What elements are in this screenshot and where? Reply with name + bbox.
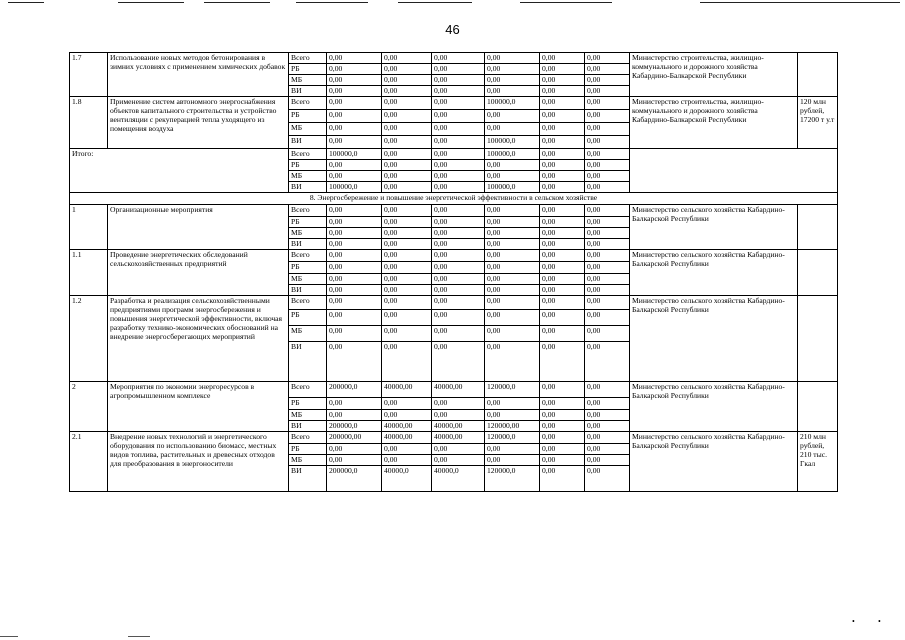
scan-top-rule: [296, 2, 368, 3]
amount-cell: 0,00: [382, 182, 432, 193]
amount-cell: 0,00: [540, 110, 585, 123]
expected-effect: [798, 382, 838, 432]
scan-top-rule: [398, 2, 472, 3]
amount-cell: 0,00: [585, 136, 630, 149]
amount-cell: 0,00: [585, 239, 630, 250]
funding-source: Всего: [289, 432, 327, 444]
scan-bottom-rule: [128, 636, 150, 637]
amount-cell: 0,00: [485, 217, 540, 228]
table-row: [70, 382, 838, 398]
amount-cell: 100000,0: [485, 136, 540, 149]
amount-cell: 120000,0: [485, 432, 540, 444]
section-title: 8. Энергосбережение и повышение энергетической эффективности в сельском хозяйстве: [70, 193, 838, 205]
executor: Министерство сельского хозяйства Кабардино-Балкарской Республики: [630, 296, 798, 382]
amount-cell: 40000,00: [432, 382, 485, 398]
amount-cell: 0,00: [327, 342, 382, 382]
amount-cell: 0,00: [382, 342, 432, 382]
amount-cell: 0,00: [540, 421, 585, 432]
amount-cell: 0,00: [382, 205, 432, 217]
amount-cell: 0,00: [485, 228, 540, 239]
funding-source: ВИ: [289, 421, 327, 432]
scan-top-rule: [700, 2, 900, 3]
funding-source: РБ: [289, 310, 327, 326]
amount-cell: 0,00: [540, 228, 585, 239]
amount-cell: 0,00: [585, 149, 630, 160]
amount-cell: 0,00: [485, 410, 540, 421]
amount-cell: 0,00: [585, 296, 630, 310]
amount-cell: 0,00: [432, 110, 485, 123]
amount-cell: 0,00: [382, 217, 432, 228]
amount-cell: 0,00: [382, 75, 432, 86]
amount-cell: 200000,00: [327, 432, 382, 444]
amount-cell: 0,00: [585, 182, 630, 193]
amount-cell: 0,00: [327, 444, 382, 455]
executor: Министерство сельского хозяйства Кабардино-Балкарской Республики: [630, 432, 798, 492]
amount-cell: 0,00: [540, 274, 585, 285]
row-number: 1.2: [70, 296, 108, 382]
amount-cell: 0,00: [485, 110, 540, 123]
amount-cell: 0,00: [540, 136, 585, 149]
amount-cell: 200000,0: [327, 382, 382, 398]
measure-name: Проведение энергетических обследований сельскохозяйственных предприятий: [108, 250, 289, 296]
funding-source: РБ: [289, 398, 327, 410]
amount-cell: 0,00: [540, 326, 585, 342]
amount-cell: 0,00: [432, 410, 485, 421]
amount-cell: 0,00: [432, 455, 485, 466]
section-row: [70, 193, 838, 205]
amount-cell: 0,00: [432, 326, 485, 342]
amount-cell: 0,00: [432, 239, 485, 250]
amount-cell: 0,00: [432, 149, 485, 160]
amount-cell: 0,00: [485, 86, 540, 97]
amount-cell: 0,00: [485, 53, 540, 64]
amount-cell: 0,00: [540, 310, 585, 326]
funding-source: ВИ: [289, 466, 327, 492]
funding-source: Всего: [289, 53, 327, 64]
amount-cell: 0,00: [382, 110, 432, 123]
amount-cell: 100000,0: [485, 182, 540, 193]
amount-cell: 0,00: [432, 160, 485, 171]
expected-effect: 120 млн рублей, 17200 т у.т: [798, 97, 838, 149]
amount-cell: 0,00: [327, 455, 382, 466]
amount-cell: 0,00: [540, 342, 585, 382]
amount-cell: 0,00: [382, 310, 432, 326]
row-number: 1.8: [70, 97, 108, 149]
funding-source: ВИ: [289, 285, 327, 296]
funding-source: Всего: [289, 149, 327, 160]
amount-cell: 0,00: [485, 64, 540, 75]
funding-source: ВИ: [289, 182, 327, 193]
amount-cell: 100000,0: [485, 149, 540, 160]
amount-cell: 0,00: [382, 285, 432, 296]
scan-top-rule: [520, 2, 612, 3]
amount-cell: 0,00: [540, 182, 585, 193]
amount-cell: 0,00: [432, 217, 485, 228]
amount-cell: 0,00: [485, 160, 540, 171]
funding-source: ВИ: [289, 86, 327, 97]
amount-cell: 40000,0: [432, 466, 485, 492]
amount-cell: 0,00: [382, 296, 432, 310]
row-number: 2.1: [70, 432, 108, 492]
amount-cell: 0,00: [432, 444, 485, 455]
amount-cell: 40000,00: [432, 432, 485, 444]
amount-cell: 0,00: [327, 262, 382, 274]
amount-cell: 0,00: [382, 274, 432, 285]
amount-cell: 0,00: [382, 262, 432, 274]
amount-cell: 120000,00: [485, 421, 540, 432]
amount-cell: 0,00: [327, 110, 382, 123]
expected-effect: [798, 250, 838, 296]
amount-cell: 0,00: [540, 123, 585, 136]
amount-cell: 0,00: [585, 217, 630, 228]
amount-cell: 0,00: [540, 382, 585, 398]
amount-cell: 40000,00: [382, 432, 432, 444]
amount-cell: 0,00: [540, 239, 585, 250]
amount-cell: 0,00: [382, 123, 432, 136]
amount-cell: 0,00: [382, 455, 432, 466]
scan-top-rule: [8, 2, 44, 3]
amount-cell: 0,00: [585, 250, 630, 262]
funding-source: ВИ: [289, 136, 327, 149]
amount-cell: 0,00: [327, 296, 382, 310]
amount-cell: 0,00: [540, 432, 585, 444]
funding-source: РБ: [289, 64, 327, 75]
amount-cell: 0,00: [585, 123, 630, 136]
amount-cell: 0,00: [585, 171, 630, 182]
amount-cell: 0,00: [382, 53, 432, 64]
amount-cell: 0,00: [327, 53, 382, 64]
amount-cell: 0,00: [432, 262, 485, 274]
amount-cell: 200000,0: [327, 421, 382, 432]
amount-cell: 0,00: [540, 217, 585, 228]
expected-effect: 210 млн рублей, 210 тыс. Гкал: [798, 432, 838, 492]
amount-cell: 0,00: [327, 285, 382, 296]
amount-cell: 0,00: [540, 75, 585, 86]
amount-cell: 0,00: [432, 75, 485, 86]
amount-cell: 0,00: [485, 250, 540, 262]
funding-source: МБ: [289, 455, 327, 466]
table-row: [70, 53, 838, 64]
amount-cell: 0,00: [540, 64, 585, 75]
amount-cell: 0,00: [432, 53, 485, 64]
executor: Министерство строительства, жилищно-коммунального и дорожного хозяйства Кабардино-Балкарской Республики: [630, 97, 798, 149]
amount-cell: 0,00: [432, 228, 485, 239]
total-label: Итого:: [70, 149, 289, 193]
amount-cell: 40000,0: [382, 466, 432, 492]
amount-cell: 0,00: [327, 205, 382, 217]
amount-cell: 0,00: [540, 160, 585, 171]
amount-cell: 0,00: [327, 160, 382, 171]
amount-cell: 0,00: [485, 274, 540, 285]
amount-cell: 0,00: [382, 398, 432, 410]
funding-source: МБ: [289, 228, 327, 239]
amount-cell: 0,00: [432, 86, 485, 97]
amount-cell: 0,00: [432, 250, 485, 262]
amount-cell: 0,00: [432, 136, 485, 149]
amount-cell: 0,00: [485, 398, 540, 410]
amount-cell: 40000,00: [382, 382, 432, 398]
scan-speck: •: [878, 617, 881, 626]
executor: Министерство сельского хозяйства Кабардино-Балкарской Республики: [630, 205, 798, 250]
table-row: [70, 97, 838, 110]
amount-cell: 0,00: [485, 262, 540, 274]
funding-source: МБ: [289, 171, 327, 182]
amount-cell: 0,00: [485, 342, 540, 382]
amount-cell: 0,00: [327, 410, 382, 421]
amount-cell: 0,00: [485, 205, 540, 217]
funding-source: МБ: [289, 410, 327, 421]
funding-source: РБ: [289, 217, 327, 228]
amount-cell: 0,00: [432, 285, 485, 296]
amount-cell: 0,00: [485, 285, 540, 296]
amount-cell: 0,00: [382, 136, 432, 149]
amount-cell: 0,00: [327, 123, 382, 136]
amount-cell: 0,00: [382, 326, 432, 342]
scan-top-rule: [204, 2, 270, 3]
amount-cell: 0,00: [432, 97, 485, 110]
amount-cell: 0,00: [382, 160, 432, 171]
table-row: [70, 250, 838, 262]
table-row: [70, 205, 838, 217]
amount-cell: 0,00: [585, 205, 630, 217]
amount-cell: 0,00: [432, 310, 485, 326]
amount-cell: 0,00: [540, 285, 585, 296]
amount-cell: 200000,0: [327, 466, 382, 492]
amount-cell: 0,00: [485, 123, 540, 136]
expected-effect: [798, 53, 838, 97]
amount-cell: 0,00: [382, 239, 432, 250]
measure-name: Внедрение новых технологий и энергетического оборудования по использованию биомасс, местных видов топлива, растительных и древесных отходов для преобразования в энергоносители: [108, 432, 289, 492]
executor: Министерство сельского хозяйства Кабардино-Балкарской Республики: [630, 250, 798, 296]
amount-cell: 0,00: [327, 86, 382, 97]
row-number: 1.7: [70, 53, 108, 97]
measure-name: Применение систем автономного энергоснабжения объектов капитального строительства и устройство вентиляции с рекуперацией тепла уходящего из помещения воздуха: [108, 97, 289, 149]
amount-cell: 0,00: [485, 239, 540, 250]
amount-cell: 0,00: [540, 296, 585, 310]
amount-cell: 0,00: [327, 228, 382, 239]
amount-cell: 100000,0: [327, 149, 382, 160]
amount-cell: 0,00: [585, 466, 630, 492]
funding-source: РБ: [289, 160, 327, 171]
amount-cell: 0,00: [585, 444, 630, 455]
amount-cell: 0,00: [540, 444, 585, 455]
amount-cell: 0,00: [327, 274, 382, 285]
amount-cell: 0,00: [432, 182, 485, 193]
funding-source: МБ: [289, 75, 327, 86]
amount-cell: 0,00: [585, 228, 630, 239]
amount-cell: 0,00: [585, 310, 630, 326]
executor: Министерство строительства, жилищно-коммунального и дорожного хозяйства Кабардино-Балкарской Республики: [630, 53, 798, 97]
amount-cell: 100000,0: [327, 182, 382, 193]
amount-cell: 0,00: [585, 432, 630, 444]
amount-cell: 0,00: [432, 205, 485, 217]
amount-cell: 0,00: [485, 444, 540, 455]
amount-cell: 0,00: [432, 171, 485, 182]
amount-cell: 0,00: [585, 326, 630, 342]
page-number: 46: [445, 22, 460, 37]
amount-cell: 0,00: [540, 171, 585, 182]
amount-cell: 0,00: [540, 398, 585, 410]
amount-cell: 0,00: [382, 228, 432, 239]
amount-cell: 0,00: [585, 285, 630, 296]
amount-cell: 0,00: [382, 250, 432, 262]
amount-cell: 0,00: [540, 97, 585, 110]
amount-cell: 0,00: [540, 205, 585, 217]
amount-cell: 0,00: [540, 149, 585, 160]
amount-cell: 0,00: [485, 75, 540, 86]
funding-source: ВИ: [289, 342, 327, 382]
table-row: [70, 432, 838, 444]
scan-bottom-rule: [0, 636, 18, 637]
amount-cell: 0,00: [585, 410, 630, 421]
amount-cell: 0,00: [327, 64, 382, 75]
amount-cell: 0,00: [382, 410, 432, 421]
funding-source: Всего: [289, 250, 327, 262]
amount-cell: 0,00: [432, 342, 485, 382]
amount-cell: 0,00: [327, 250, 382, 262]
executor: Министерство сельского хозяйства Кабардино-Балкарской Республики: [630, 382, 798, 432]
amount-cell: 120000,0: [485, 466, 540, 492]
amount-cell: 0,00: [382, 86, 432, 97]
funding-source: МБ: [289, 274, 327, 285]
total-blank: [630, 149, 838, 193]
funding-source: ВИ: [289, 239, 327, 250]
amount-cell: 0,00: [382, 64, 432, 75]
amount-cell: 0,00: [485, 171, 540, 182]
amount-cell: 0,00: [327, 310, 382, 326]
amount-cell: 0,00: [327, 136, 382, 149]
amount-cell: 0,00: [540, 466, 585, 492]
amount-cell: 0,00: [432, 274, 485, 285]
amount-cell: 0,00: [585, 342, 630, 382]
amount-cell: 0,00: [585, 262, 630, 274]
amount-cell: 0,00: [327, 97, 382, 110]
funding-source: РБ: [289, 444, 327, 455]
amount-cell: 0,00: [327, 398, 382, 410]
amount-cell: 0,00: [585, 160, 630, 171]
funding-source: Всего: [289, 205, 327, 217]
measure-name: Разработка и реализация сельскохозяйственными предприятиями программ энергосбережения и повышения энергетической эффективности, включая разработку технико-экономических обоснований на внедрение энергосберегающих мероприятий: [108, 296, 289, 382]
measure-name: Мероприятия по экономии энергоресурсов в агропромышленном комплексе: [108, 382, 289, 432]
amount-cell: 0,00: [382, 171, 432, 182]
amount-cell: 0,00: [327, 75, 382, 86]
amount-cell: 0,00: [540, 250, 585, 262]
amount-cell: 0,00: [585, 75, 630, 86]
scan-speck: •: [852, 617, 855, 626]
amount-cell: 0,00: [485, 455, 540, 466]
amount-cell: 0,00: [432, 64, 485, 75]
expected-effect: [798, 205, 838, 250]
amount-cell: 0,00: [540, 53, 585, 64]
funding-source: МБ: [289, 326, 327, 342]
measure-name: Организационные мероприятия: [108, 205, 289, 250]
funding-source: Всего: [289, 296, 327, 310]
amount-cell: 0,00: [432, 296, 485, 310]
measure-name: Использование новых методов бетонирования в зимних условиях с применением химических добавок: [108, 53, 289, 97]
amount-cell: 0,00: [585, 382, 630, 398]
amount-cell: 0,00: [485, 296, 540, 310]
amount-cell: 0,00: [327, 171, 382, 182]
funding-source: РБ: [289, 262, 327, 274]
amount-cell: 0,00: [585, 398, 630, 410]
amount-cell: 0,00: [540, 86, 585, 97]
amount-cell: 0,00: [585, 97, 630, 110]
funding-source: Всего: [289, 382, 327, 398]
amount-cell: 40000,00: [382, 421, 432, 432]
amount-cell: 0,00: [585, 421, 630, 432]
table-row: [70, 296, 838, 310]
row-number: 2: [70, 382, 108, 432]
amount-cell: 0,00: [327, 239, 382, 250]
amount-cell: 0,00: [585, 110, 630, 123]
amount-cell: 100000,0: [485, 97, 540, 110]
row-number: 1.1: [70, 250, 108, 296]
amount-cell: 0,00: [540, 455, 585, 466]
program-table: [69, 52, 838, 492]
amount-cell: 0,00: [485, 310, 540, 326]
amount-cell: 0,00: [585, 455, 630, 466]
amount-cell: 0,00: [327, 326, 382, 342]
row-number: 1: [70, 205, 108, 250]
amount-cell: 0,00: [585, 86, 630, 97]
amount-cell: 120000,0: [485, 382, 540, 398]
amount-cell: 40000,00: [432, 421, 485, 432]
scan-top-rule: [118, 2, 184, 3]
amount-cell: 0,00: [485, 326, 540, 342]
amount-cell: 0,00: [585, 53, 630, 64]
amount-cell: 0,00: [432, 398, 485, 410]
amount-cell: 0,00: [540, 262, 585, 274]
amount-cell: 0,00: [432, 123, 485, 136]
funding-source: РБ: [289, 110, 327, 123]
amount-cell: 0,00: [382, 444, 432, 455]
funding-source: Всего: [289, 97, 327, 110]
amount-cell: 0,00: [382, 149, 432, 160]
amount-cell: 0,00: [382, 97, 432, 110]
expected-effect: [798, 296, 838, 382]
funding-source: МБ: [289, 123, 327, 136]
amount-cell: 0,00: [585, 274, 630, 285]
amount-cell: 0,00: [585, 64, 630, 75]
amount-cell: 0,00: [540, 410, 585, 421]
amount-cell: 0,00: [327, 217, 382, 228]
table-row: [70, 149, 838, 160]
